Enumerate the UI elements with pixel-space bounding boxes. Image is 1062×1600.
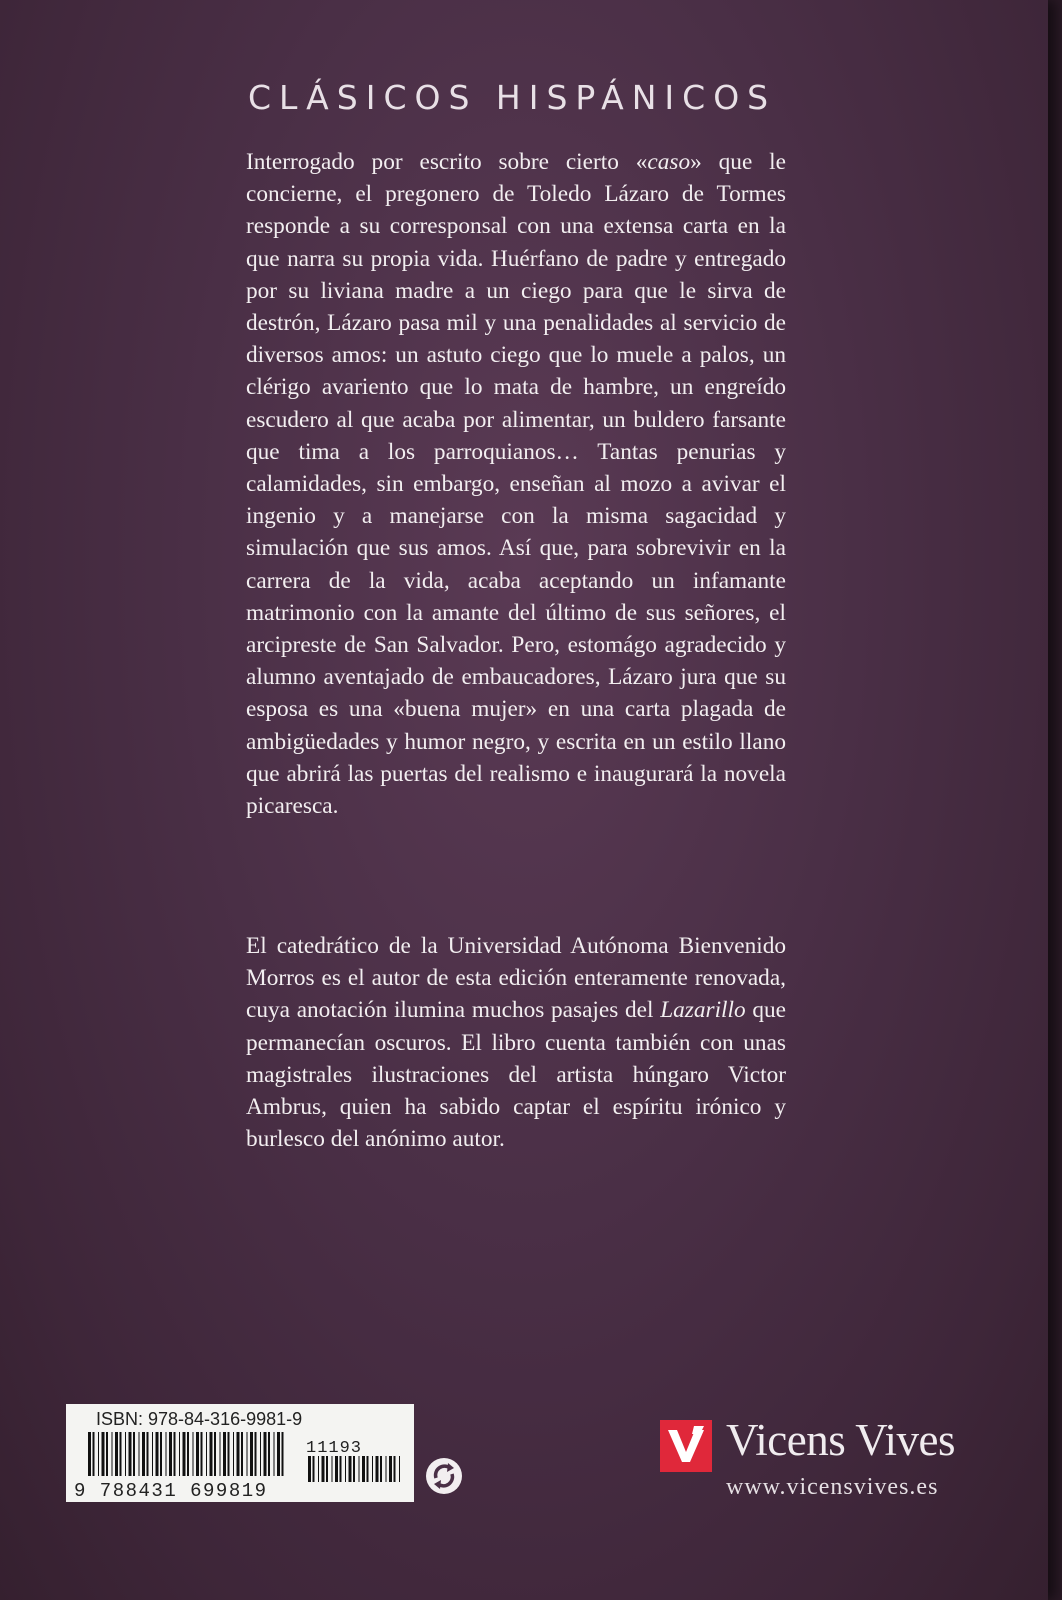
barcode-bar [223, 1432, 226, 1476]
synopsis-text-2: » que le concierne, el pregonero de Toledo Lázaro de Tormes responde a su corresponsal con una extensa carta en la que narra su propia vida. Huérfano de padre y entregado por su liviana madre a un ciego para que le sirva de destrón, Lázaro pasa mil y una penalidades al servicio de diversos amos: un astuto ciego que lo muele a palos, un clérigo avariento que lo mata de hambre, un engreído escudero al que acaba por alimentar, un buldero farsante que tima a los parroquianos… Tantas penurias y calamidades, sin embargo, enseñan al mozo a avivar el ingenio y a manejarse con la misma sagacidad y simulación que sus amos. Así que, para sobrevivir en la carrera de la vida, acaba aceptando un infamante matrimonio con la amante del último de sus señores, el arcipreste de San Salvador. Pero, estomágo agradecido y alumno aventajado de embaucadores, Lázaro jura que su esposa es una «buena mujer» en una carta plagada de ambigüedades y humor negro, y escrita en un estilo llano que abrirá las puertas del realismo e inaugurará la novela picaresca. [246, 149, 786, 820]
barcode-bar [125, 1432, 126, 1476]
series-title: CLÁSICOS HISPÁNICOS [248, 78, 777, 117]
editor-note-italic-title: Lazarillo [660, 997, 746, 1024]
barcode-bar [102, 1432, 105, 1476]
barcode-bar [367, 1456, 369, 1482]
synopsis [246, 146, 786, 822]
barcode-bar [133, 1432, 135, 1476]
barcode-bar [277, 1432, 280, 1476]
barcode-bar [274, 1432, 275, 1476]
barcode-bar [220, 1432, 221, 1476]
barcode-bar [139, 1432, 140, 1476]
barcode-bar [359, 1456, 360, 1482]
barcode-bar [228, 1432, 230, 1476]
barcode-bar [115, 1432, 118, 1476]
barcode-bar [98, 1432, 99, 1476]
barcode-bar [268, 1432, 270, 1476]
barcode-bar [247, 1432, 248, 1476]
barcode-bar [206, 1432, 207, 1476]
barcode-bar [250, 1432, 253, 1476]
barcode-bar [196, 1432, 199, 1476]
barcode-label [66, 1404, 414, 1502]
editor-note-paragraph [246, 930, 786, 1155]
barcode-bar [340, 1456, 342, 1482]
barcode-bar [394, 1456, 396, 1482]
barcode-bar [166, 1432, 167, 1476]
barcode-bar [112, 1432, 113, 1476]
editor-note-text-2: que permanecían oscuros. El libro cuenta también con unas magistrales ilustraciones del artista húngaro Victor Ambrus, quien ha sabido captar el espíritu irónico y burlesco del anónimo autor. [246, 997, 786, 1153]
barcode-bar [389, 1456, 392, 1482]
barcode-bar [179, 1432, 180, 1476]
barcode-bar [210, 1432, 213, 1476]
barcode-bar [233, 1432, 234, 1476]
barcode-bar [237, 1432, 240, 1476]
barcode-bar [362, 1456, 365, 1482]
barcode-bar [201, 1432, 203, 1476]
barcode-bar [332, 1456, 333, 1482]
barcode-bar [156, 1432, 159, 1476]
vicens-vives-logo-icon [660, 1420, 712, 1472]
barcode-bar [174, 1432, 176, 1476]
synopsis-italic-caso: caso [647, 149, 691, 175]
barcode-bar [187, 1432, 189, 1476]
barcode-bar [93, 1432, 95, 1476]
barcode-bar [264, 1432, 267, 1476]
ean-digits: 9 788431 699819 [74, 1480, 268, 1498]
barcode-bar [386, 1456, 387, 1482]
barcode-bar [372, 1456, 373, 1482]
barcode-bar [193, 1432, 194, 1476]
editor-note-text-1: El catedrático de la Universidad Autónoma Bienvenido Morros es el autor de esta edición enteramente renovada, cuya anotación ilumina muchos pasajes del [246, 933, 786, 1024]
barcode-bar [308, 1456, 311, 1482]
barcode-bar [282, 1432, 284, 1476]
barcode-bar [129, 1432, 132, 1476]
barcode-bar [313, 1456, 315, 1482]
barcode-bar [260, 1432, 261, 1476]
barcode-bar [376, 1456, 379, 1482]
barcode-bar [152, 1432, 153, 1476]
barcode-bar [349, 1456, 352, 1482]
barcode-bar [106, 1432, 108, 1476]
barcode-bar [399, 1456, 400, 1482]
barcode-bar [147, 1432, 149, 1476]
barcode-bar [214, 1432, 216, 1476]
barcode-bar [380, 1456, 382, 1482]
barcode-bar [353, 1456, 355, 1482]
barcode-bar [88, 1432, 91, 1476]
publisher-url[interactable]: www.vicensvives.es [726, 1474, 939, 1500]
barcode-bar [255, 1432, 257, 1476]
recycle-icon [424, 1456, 464, 1496]
barcode-bar [326, 1456, 328, 1482]
addon-digits: 11193 [306, 1439, 363, 1458]
synopsis-text-1: Interrogado por escrito sobre cierto « [246, 149, 648, 175]
synopsis-paragraph [246, 146, 786, 822]
barcode-bar [318, 1456, 319, 1482]
isbn-text: ISBN: 978-84-316-9981-9 [96, 1409, 303, 1429]
barcode-bar [322, 1456, 325, 1482]
editor-note [246, 930, 786, 1155]
barcode-bar [169, 1432, 172, 1476]
barcode-bar [345, 1456, 346, 1482]
publisher-name: Vicens Vives [726, 1415, 955, 1465]
barcode-bar [183, 1432, 186, 1476]
barcode-bar [142, 1432, 145, 1476]
barcode-icon [72, 1432, 408, 1498]
barcode-bar [120, 1432, 122, 1476]
barcode-bar [335, 1456, 338, 1482]
barcode-bar [241, 1432, 243, 1476]
barcode-bar [160, 1432, 162, 1476]
